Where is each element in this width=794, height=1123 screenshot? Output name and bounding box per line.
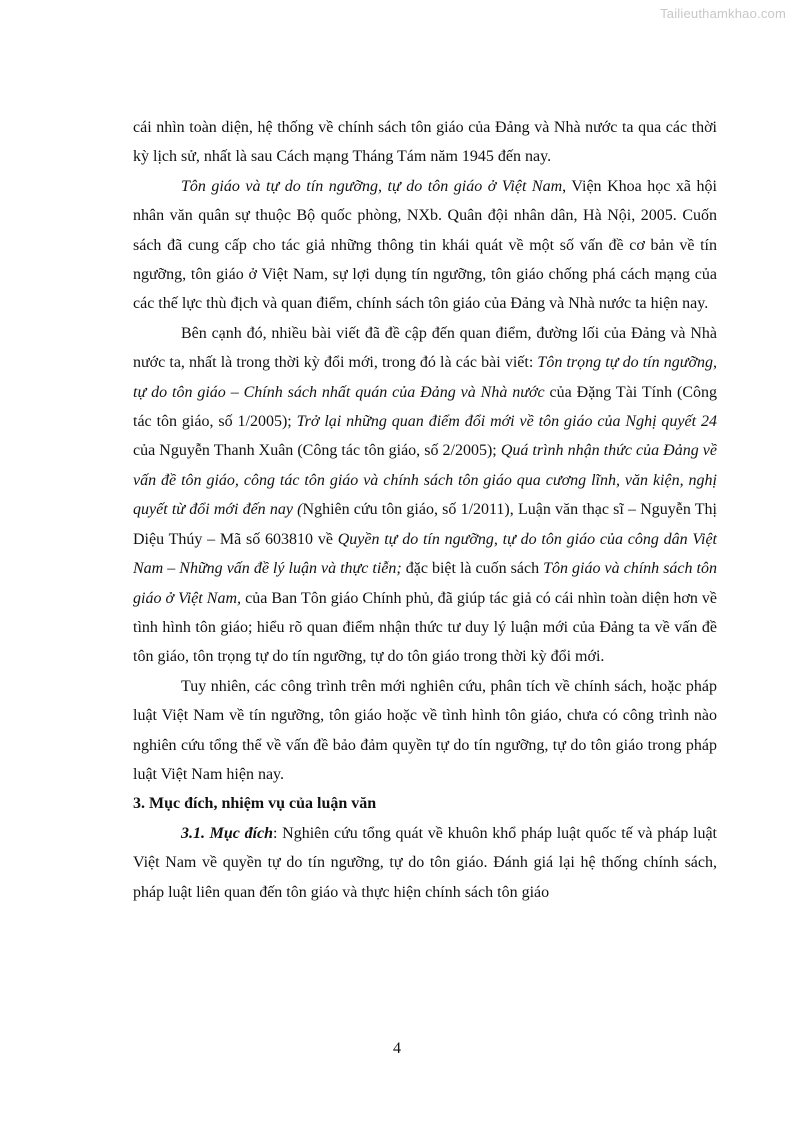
government-book-title: Tôn giáo và chính sách tôn giáo ở Việt Nam, xyxy=(133,560,718,607)
article-title-2: Trở lại những quan điểm đổi mới về tôn giáo của Nghị quyết 24 xyxy=(296,413,717,431)
article-title-3: Quá trình nhận thức của Đảng về vấn đề tôn giáo, công tác tôn giáo và chính sách tôn giáo qua cương lĩnh, văn kiện, nghị quyết từ đổi mới đến nay ( xyxy=(133,442,717,519)
paragraph-intro: cái nhìn toàn diện, hệ thống về chính sách tôn giáo của Đảng và Nhà nước ta qua các thời kỳ lịch sử, nhất là sau Cách mạng Tháng Tám năm 1945 đến nay. xyxy=(133,119,717,166)
paragraph-research-gap: Tuy nhiên, các công trình trên mới nghiên cứu, phân tích về chính sách, hoặc pháp luật Việt Nam về tín ngưỡng, tôn giáo hoặc về tình hình tôn giáo, chưa có công trình nào nghiên cứu tổng thể về vấn đề bảo đảm quyền tự do tín ngưỡng, tự do tôn giáo trong pháp luật Việt Nam hiện nay. xyxy=(133,677,717,783)
article-source-2: của Nguyễn Thanh Xuân (Công tác tôn giáo, số 2/2005); xyxy=(133,442,501,460)
watermark-text: Tailieuthamkhao.com xyxy=(660,6,786,21)
thesis-title: Quyền tự do tín ngưỡng, tự do tôn giáo của công dân Việt Nam – Những vấn đề lý luận và thực tiễn; xyxy=(133,530,717,578)
special-mention: đặc biệt là cuốn sách xyxy=(401,560,544,578)
book-title: Tôn giáo và tự do tín ngưỡng, tự do tôn giáo ở Việt Nam xyxy=(181,177,563,195)
article-source-1: của Đặng Tài Tính (Công tác tôn giáo, số 1/2005); xyxy=(133,383,718,431)
articles-intro: Bên cạnh đó, nhiều bài viết đã đề cập đến quan điểm, đường lối của Đảng và Nhà nước ta, nhất là trong thời kỳ đổi mới, trong đó là các bài viết: xyxy=(133,324,717,372)
book-description: , Viện Khoa học xã hội nhân văn quân sự thuộc Bộ quốc phòng, NXb. Quân đội nhân dân, Hà Nội, 2005. Cuốn sách đã cung cấp cho tác giả những thông tin khái quát về một số vấn đề cơ bản về tín ngưỡng, tôn giáo ở Việt Nam, sự lợi dụng tín ngưỡng, tôn giáo chống phá cách mạng của các thế lực thù địch và quan điểm, chính sách tôn giáo của Đảng và Nhà nước ta hiện nay. xyxy=(133,177,717,313)
paragraph-book-reference xyxy=(133,172,717,319)
paragraph-purpose xyxy=(133,819,717,907)
article-source-3: Nghiên cứu tôn giáo, số 1/2011), Luận văn thạc sĩ – Nguyễn Thị Diệu Thúy – Mã số 603810 về xyxy=(133,501,718,548)
purpose-text: : Nghiên cứu tổng quát về khuôn khổ pháp luật quốc tế và pháp luật Việt Nam về quyền tự do tín ngưỡng, tự do tôn giáo. Đánh giá lại hệ thống chính sách, pháp luật liên quan đến tôn giáo và thực hiện chính sách tôn giáo xyxy=(133,824,717,901)
paragraph-articles xyxy=(133,319,717,672)
page-number: 4 xyxy=(393,1040,401,1057)
article-title-1: Tôn trọng tự do tín ngưỡng, tự do tôn giáo – Chính sách nhất quán của Đảng và Nhà nước xyxy=(133,354,717,401)
section-heading: 3. Mục đích, nhiệm vụ của luận văn xyxy=(133,795,377,813)
subsection-label: 3.1. Mục đích xyxy=(181,824,274,842)
document-body xyxy=(133,113,717,907)
articles-conclusion: của Ban Tôn giáo Chính phủ, đã giúp tác giả có cái nhìn toàn diện hơn về tình hình tôn giáo; hiểu rõ quan điểm nhận thức tư duy lý luận mới của Đảng ta về vấn đề tôn giáo, tôn trọng tự do tín ngưỡng, tự do tôn giáo trong thời kỳ đổi mới. xyxy=(133,589,717,666)
